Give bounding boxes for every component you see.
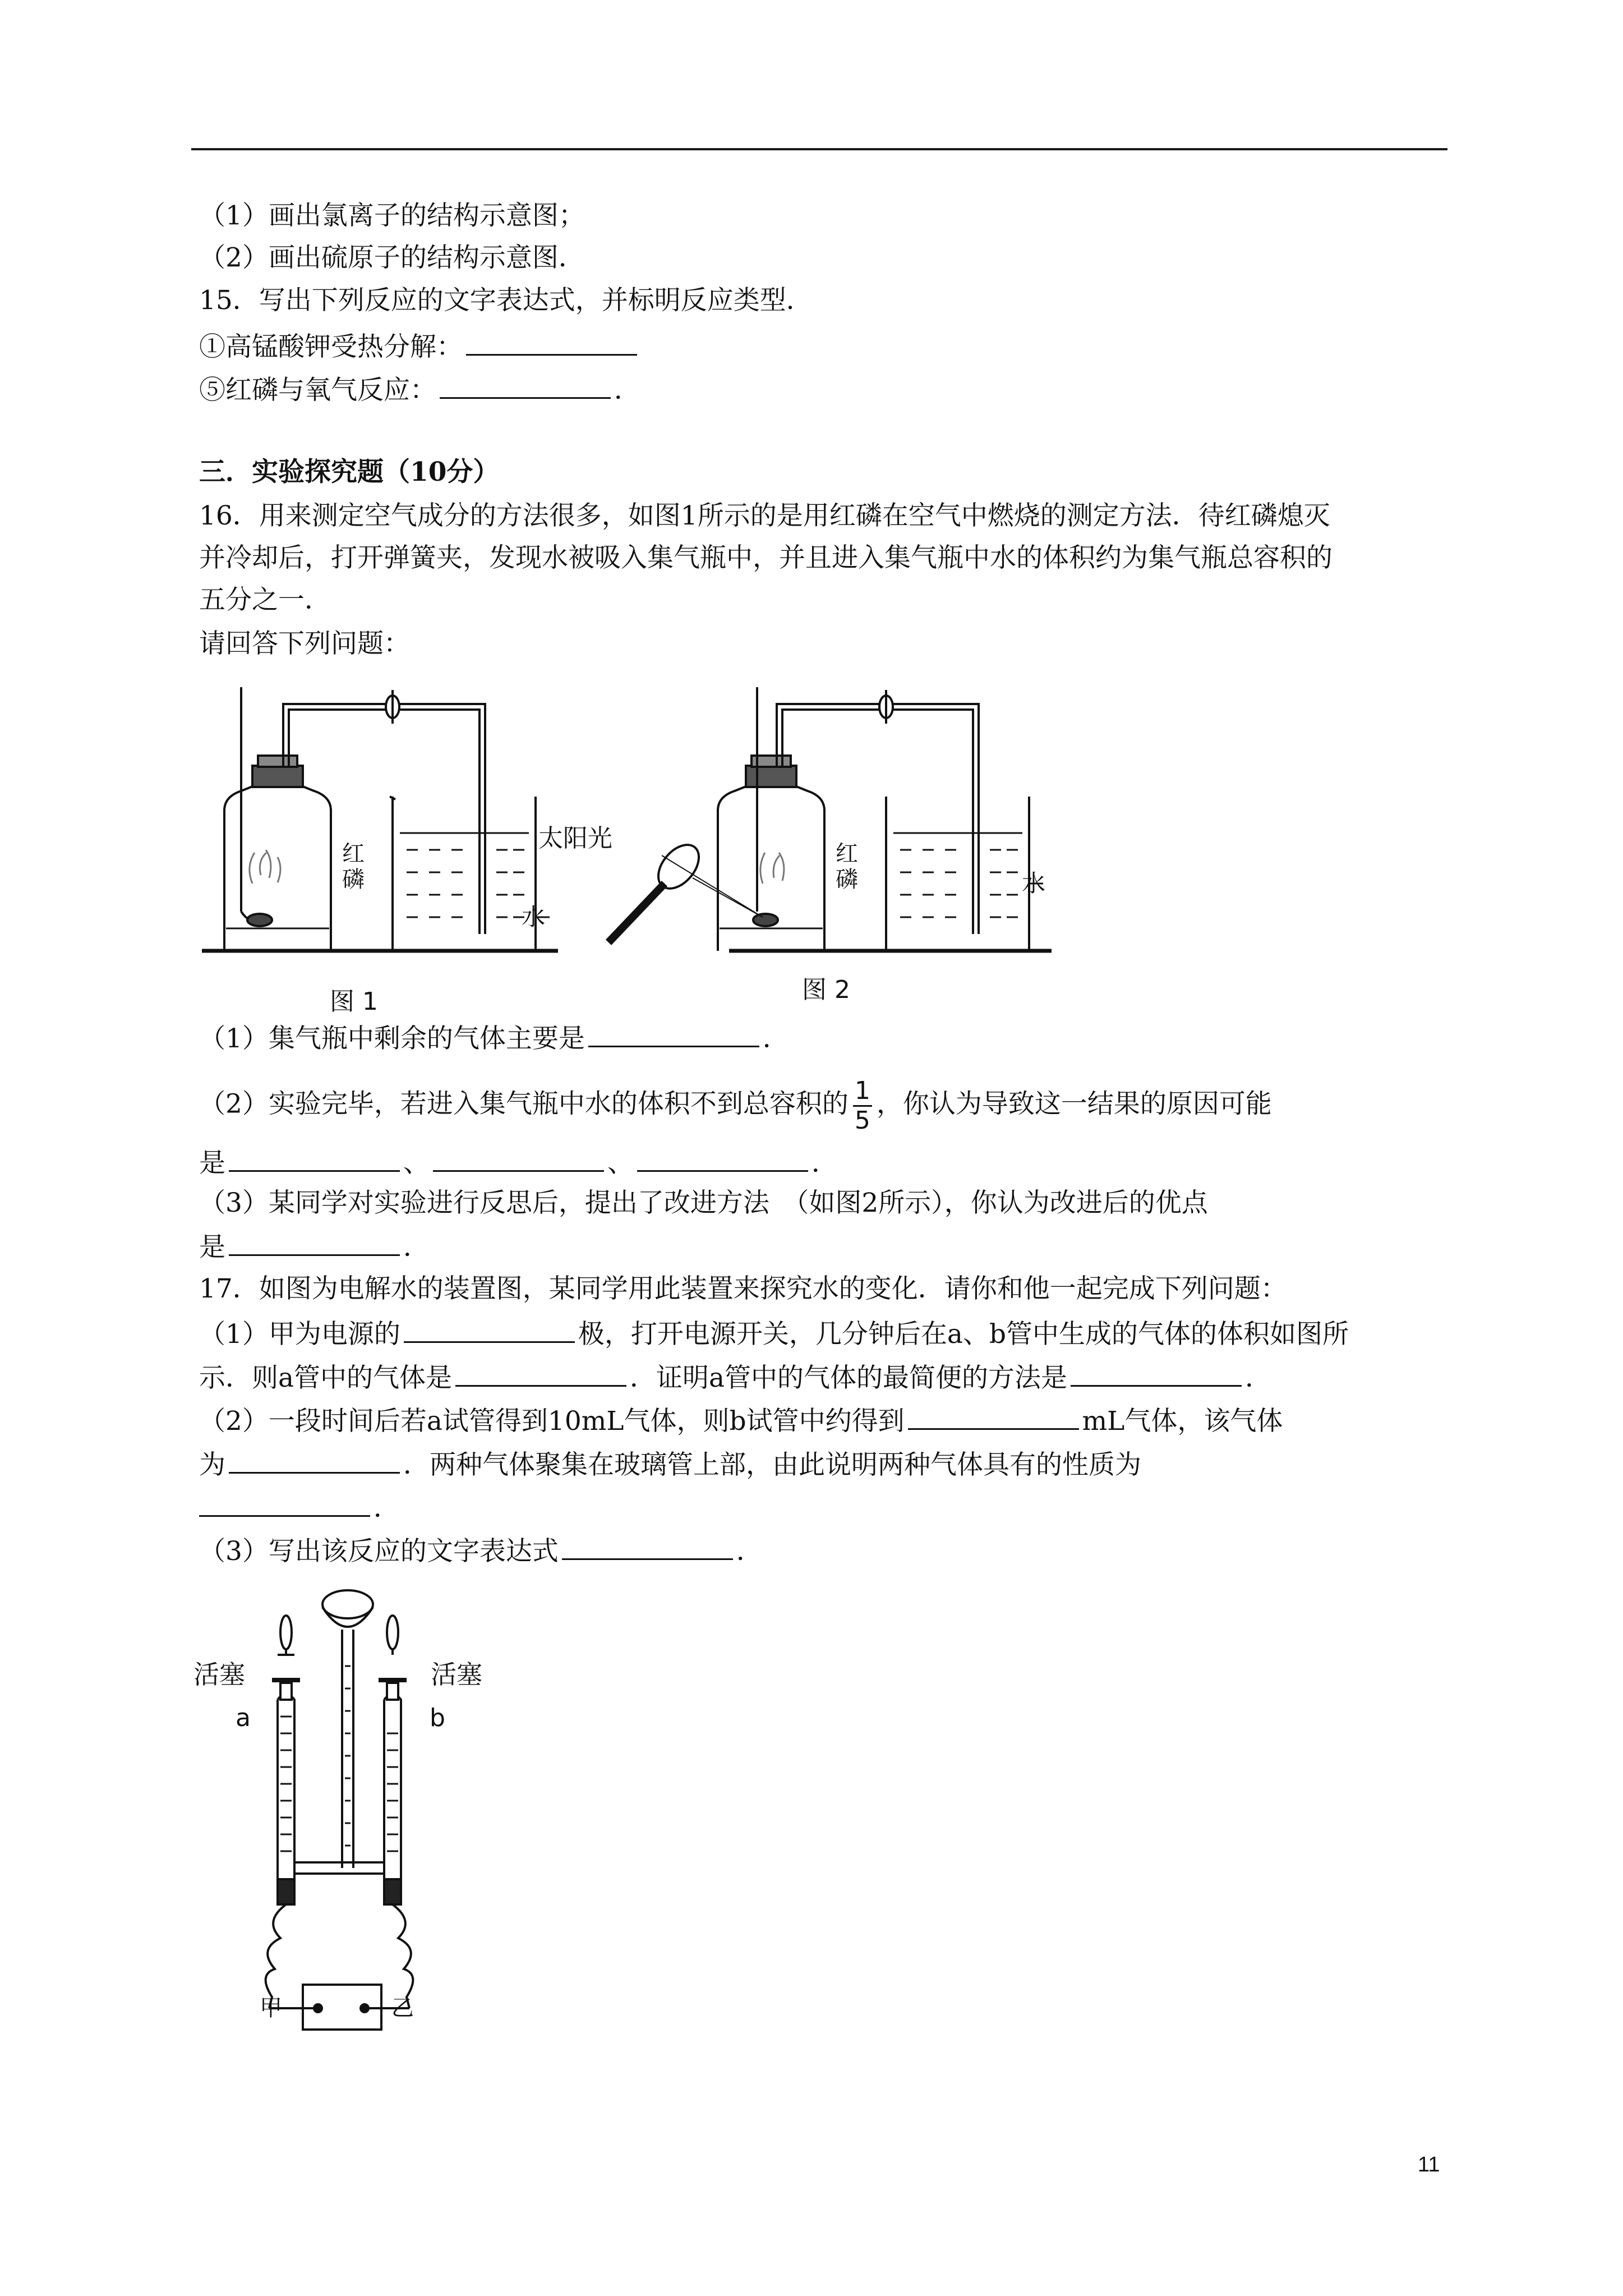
answer-blank[interactable] (455, 1359, 626, 1387)
q17-stem: 17．如图为电解水的装置图，某同学用此装置来探究水的变化．请你和他一起完成下列问题： (199, 1273, 1287, 1304)
label-yi: 乙 (391, 1995, 414, 2021)
answer-blank[interactable] (433, 1144, 604, 1172)
label-tube-a: a (236, 1704, 251, 1732)
q17-sub1-text-b: 极，打开电源开关，几分钟后在a、b管中生成的气体的体积如图所 (578, 1319, 1349, 1350)
red-p-char: 磷 (342, 867, 365, 892)
q16-sub3-text-b: 是 (199, 1232, 225, 1263)
q16-sub3: （3）某同学对实验进行反思后，提出了改进方法 （如图2所示），你认为改进后的优点 (199, 1188, 1208, 1218)
q14-part1: （1）画出氯离子的结构示意图； (199, 200, 585, 231)
period: ． (403, 1232, 430, 1263)
caption-fig2: 图 2 (802, 976, 850, 1004)
period: ． (811, 1148, 838, 1179)
terminal-yi-icon (359, 2003, 370, 2013)
q15-stem: 15．写出下列反应的文字表达式，并标明反应类型． (199, 285, 813, 316)
q16-prompt: 请回答下列问题： (199, 628, 410, 659)
answer-blank[interactable] (1071, 1359, 1242, 1387)
q17-sub3-text: （3）写出该反应的文字表达式 (199, 1536, 559, 1567)
q17-sub2-text-a: （2）一段时间后若a试管得到10mL气体，则b试管中约得到 (199, 1406, 905, 1437)
q16-sub2-text-a: （2）实验完毕，若进入集气瓶中水的体积不到总容积的 (199, 1088, 849, 1120)
label-sunlight: 太阳光 (538, 824, 612, 853)
answer-blank[interactable] (562, 1533, 733, 1560)
q17-sub2-text-d: ．两种气体聚集在玻璃管上部，由此说明两种气体具有的性质为 (403, 1450, 1141, 1480)
q14-part2: （2）画出硫原子的结构示意图． (199, 242, 585, 273)
figure-2-apparatus (594, 682, 1054, 1013)
separator: 、 (403, 1148, 430, 1179)
answer-blank[interactable] (440, 371, 611, 399)
answer-blank[interactable] (588, 1020, 759, 1047)
page-number: 11 (1418, 2153, 1440, 2177)
q16-sub1 (199, 1020, 789, 1056)
q16-sub2-cont (199, 1144, 838, 1180)
q16-sub1-text: （1）集气瓶中剩余的气体主要是 (199, 1023, 585, 1054)
caption-fig1: 图 1 (330, 987, 378, 1013)
q17-sub1-text-a: （1）甲为电源的 (199, 1319, 400, 1350)
q15-item2 (199, 371, 640, 407)
label-valve-left: 活塞 (193, 1659, 245, 1690)
period: ． (374, 1493, 400, 1524)
q16-sub2 (199, 1077, 1272, 1135)
separator: 、 (607, 1148, 634, 1179)
q16-stem-line3: 五分之一． (199, 585, 331, 615)
q17-sub3 (199, 1533, 763, 1568)
period: ． (762, 1023, 789, 1054)
label-water-fig2: 水 (1022, 869, 1046, 897)
period: ． (1245, 1363, 1272, 1393)
q17-sub2-text-c: 为 (199, 1450, 225, 1480)
answer-blank[interactable] (229, 1144, 400, 1172)
q15-item2-text: ⑤红磷与氧气反应： (199, 375, 436, 406)
label-jia: 甲 (260, 1995, 282, 2021)
label-valve-right: 活塞 (431, 1659, 482, 1690)
red-p-char: 磷 (836, 867, 858, 892)
header-rule (191, 148, 1447, 150)
figure-1-apparatus (199, 682, 558, 1013)
fraction-numerator: 1 (854, 1076, 870, 1105)
q17-sub2-cont2 (199, 1489, 400, 1525)
answer-blank[interactable] (229, 1446, 400, 1474)
q15-item1-text: ①高锰酸钾受热分解： (199, 332, 463, 362)
label-water-fig1: 水 (522, 903, 546, 931)
q16-sub3-cont (199, 1228, 430, 1264)
period: ． (736, 1536, 763, 1567)
electrolysis-apparatus (193, 1582, 508, 2031)
red-p-char: 红 (836, 841, 858, 867)
terminal-jia-icon (313, 2003, 323, 2013)
q16-sub2-text-c: 是 (199, 1148, 225, 1179)
q17-sub2-text-b: mL气体，该气体 (1082, 1406, 1283, 1437)
section-title: 三．实验探究题（10分） (199, 457, 500, 487)
q17-sub2-cont (199, 1446, 1141, 1482)
q17-sub2 (199, 1402, 1283, 1438)
fraction-one-fifth (853, 1077, 872, 1135)
answer-blank[interactable] (466, 328, 637, 356)
q16-stem-line1: 16．用来测定空气成分的方法很多，如图1所示的是用红磷在空气中燃烧的测定方法．待红磷熄灭 (199, 500, 1330, 531)
label-tube-b: b (430, 1704, 445, 1732)
q17-sub1-cont (199, 1359, 1271, 1395)
q16-sub2-text-b: ，你认为导致这一结果的原因可能 (876, 1088, 1272, 1120)
answer-blank[interactable] (637, 1144, 808, 1172)
q16-stem-line2: 并冷却后，打开弹簧夹，发现水被吸入集气瓶中，并且进入集气瓶中水的体积约为集气瓶总容积的 (199, 542, 1332, 573)
label-red-phosphorus-2 (836, 841, 858, 892)
q17-sub1-text-d: ．证明a管中的气体的最简便的方法是 (630, 1363, 1068, 1393)
answer-blank[interactable] (404, 1315, 575, 1343)
red-p-char: 红 (342, 841, 365, 867)
fraction-denominator: 5 (854, 1106, 870, 1135)
label-red-phosphorus (342, 841, 365, 892)
q17-sub1-text-c: 示．则a管中的气体是 (199, 1363, 453, 1393)
q17-sub1 (199, 1315, 1349, 1351)
answer-blank[interactable] (908, 1402, 1079, 1430)
answer-blank[interactable] (229, 1228, 400, 1256)
q15-item1 (199, 328, 640, 364)
period: ． (614, 375, 640, 406)
answer-blank[interactable] (199, 1489, 370, 1517)
